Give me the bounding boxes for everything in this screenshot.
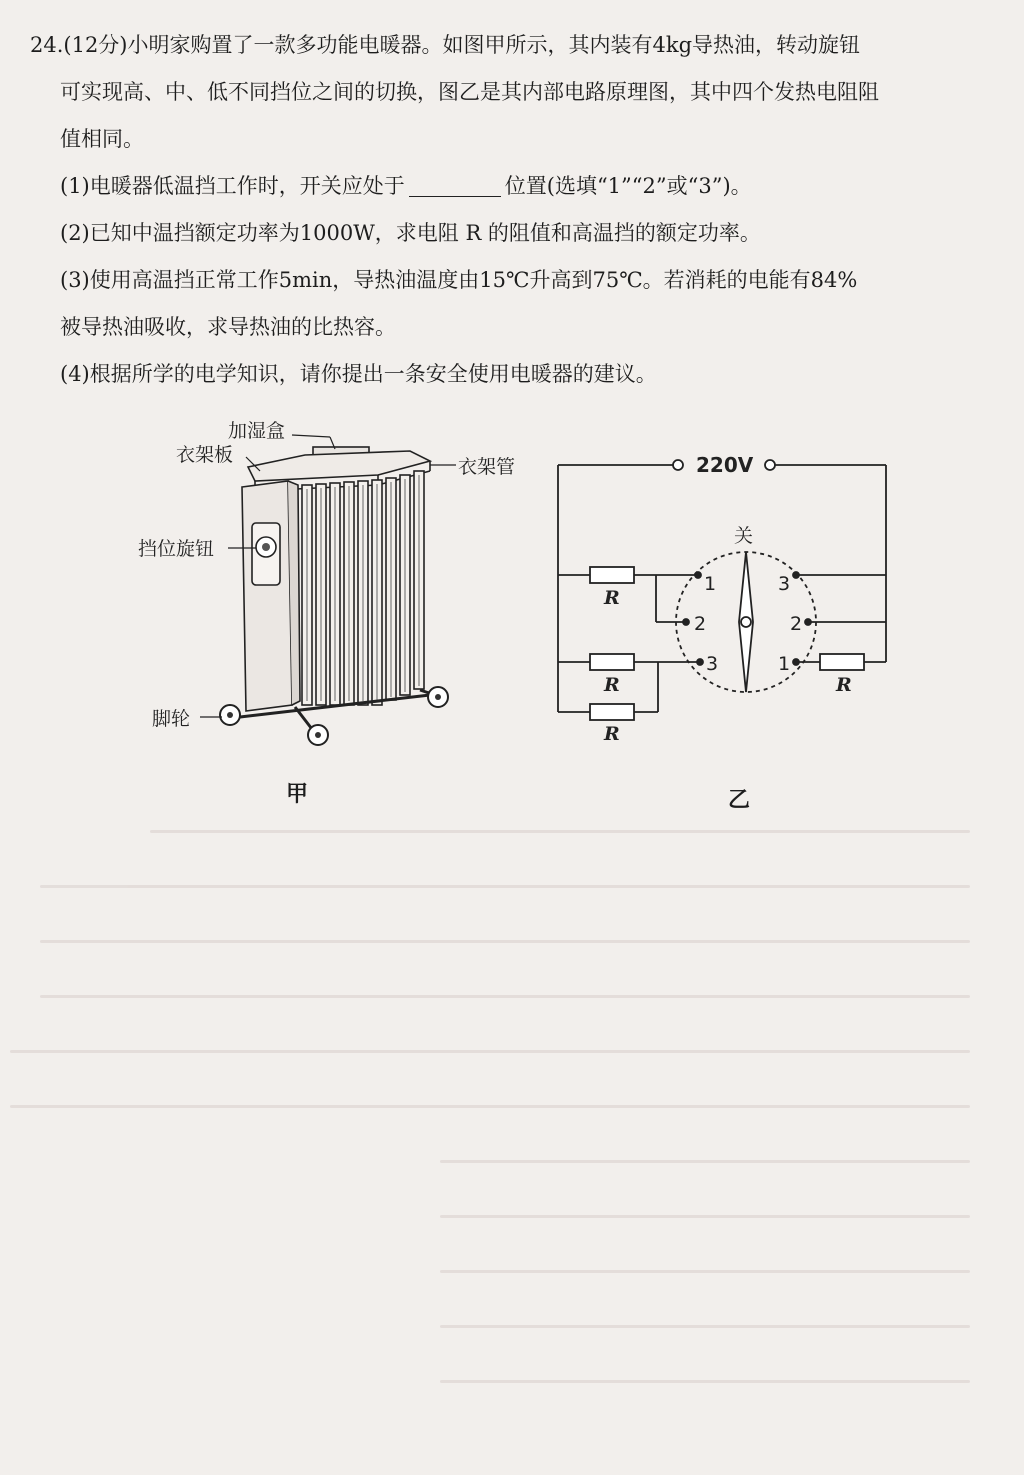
label-rack-board: 衣架板 <box>176 444 234 466</box>
terminal-right <box>765 460 775 470</box>
resistor-label-top-left: R <box>604 587 620 609</box>
question-24 <box>30 22 998 398</box>
resistor-right <box>820 654 864 670</box>
circuit-diagram <box>548 440 898 750</box>
resistor-label-mid-left: R <box>604 674 620 696</box>
answer-blank[interactable] <box>409 174 501 197</box>
part-1-text-b: 位置(选填“1”“2”或“3”)。 <box>504 174 752 198</box>
question-line-3: 值相同。 <box>60 127 144 151</box>
figures <box>0 395 1024 825</box>
label-rack-tube: 衣架管 <box>458 456 516 478</box>
label-wheel: 脚轮 <box>152 708 191 730</box>
resistor-mid-left <box>590 654 634 670</box>
question-line-1: 24.(12分)小明家购置了一款多功能电暖器。如图甲所示，其内装有4kg导热油，转动旋钮 <box>30 33 861 57</box>
label-knob: 挡位旋钮 <box>138 538 215 560</box>
bleed-through <box>0 830 1024 1475</box>
part-2: (2)已知中温挡额定功率为1000W，求电阻 R 的阻值和高温挡的额定功率。 <box>60 221 761 245</box>
side-panel <box>242 481 292 711</box>
voltage-label: 220V <box>696 453 754 477</box>
heater-illustration <box>130 405 540 755</box>
part-4: (4)根据所学的电学知识，请你提出一条安全使用电暖器的建议。 <box>60 362 657 386</box>
label-humidifier: 加湿盒 <box>228 420 286 442</box>
part-3-a: (3)使用高温挡正常工作5min，导热油温度由15℃升高到75℃。若消耗的电能有84% <box>60 268 858 292</box>
contact-left-2: 2 <box>694 613 707 635</box>
part-1 <box>30 163 998 210</box>
contact-right-2: 2 <box>790 613 803 635</box>
contact-right-3: 3 <box>778 573 791 595</box>
contact-left-1: 1 <box>704 573 717 595</box>
terminal-left <box>673 460 683 470</box>
resistor-label-bottom-left: R <box>604 723 620 745</box>
resistor-bottom-left <box>590 704 634 720</box>
caption-figure-a: 甲 <box>286 781 309 807</box>
question-line-2: 可实现高、中、低不同挡位之间的切换，图乙是其内部电路原理图，其中四个发热电阻阻 <box>60 80 879 104</box>
off-label: 关 <box>734 525 754 547</box>
contact-left-3: 3 <box>706 653 719 675</box>
resistor-label-right: R <box>836 674 852 696</box>
part-3-b: 被导热油吸收，求导热油的比热容。 <box>60 315 396 339</box>
caption-figure-b: 乙 <box>728 787 751 813</box>
resistor-top-left <box>590 567 634 583</box>
contact-right-1: 1 <box>778 653 791 675</box>
part-1-text-a: (1)电暖器低温挡工作时，开关应处于 <box>60 174 405 198</box>
